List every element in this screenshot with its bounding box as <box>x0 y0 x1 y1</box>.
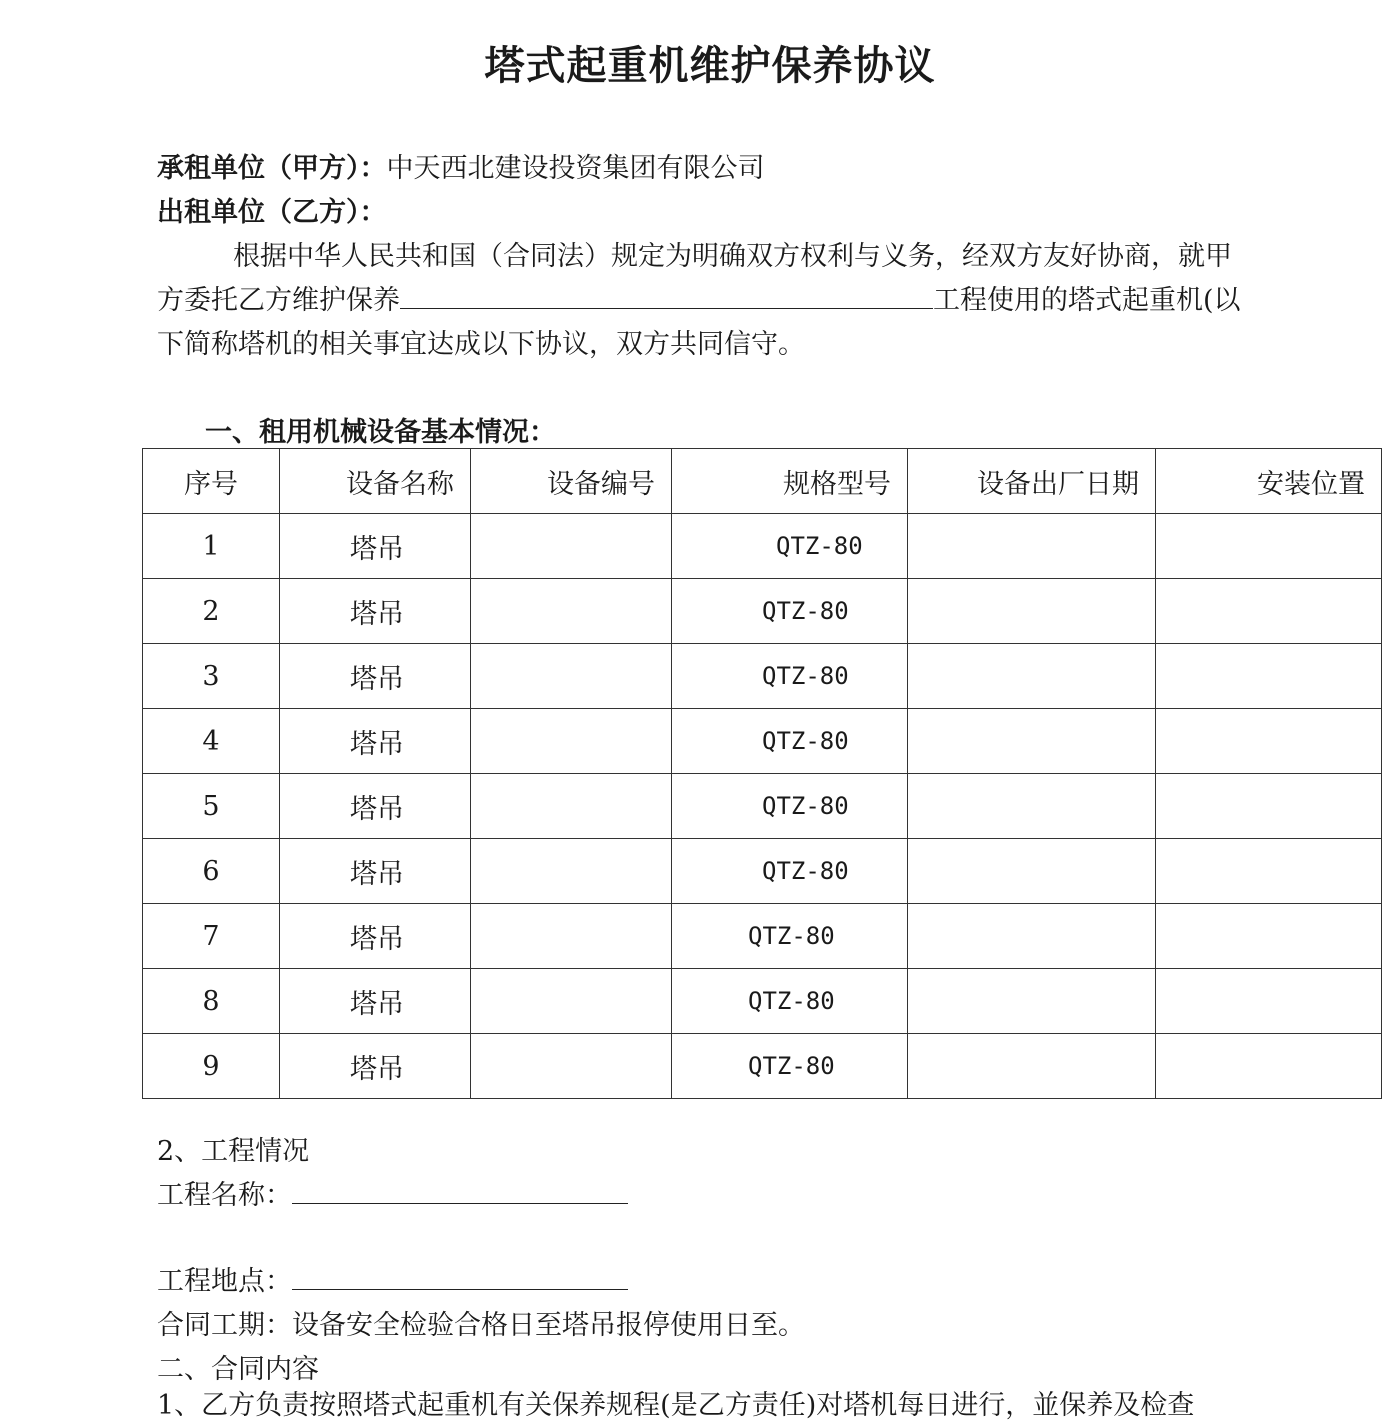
cell-model: QTZ-80 <box>672 709 908 774</box>
cell-location <box>1156 514 1382 579</box>
cell-name: 塔吊 <box>280 1034 471 1099</box>
cell-date <box>908 1034 1156 1099</box>
cell-model: QTZ-80 <box>672 579 908 644</box>
intro-line-1: 根据中华人民共和国（合同法）规定为明确双方权利与义务，经双方友好协商，就甲 <box>233 241 1232 272</box>
cell-date <box>908 579 1156 644</box>
cell-name: 塔吊 <box>280 904 471 969</box>
cell-name: 塔吊 <box>280 579 471 644</box>
cell-date <box>908 514 1156 579</box>
cell-location <box>1156 579 1382 644</box>
cell-location <box>1156 969 1382 1034</box>
cell-name: 塔吊 <box>280 969 471 1034</box>
header-code: 设备编号 <box>471 449 672 514</box>
cell-name: 塔吊 <box>280 774 471 839</box>
project-name-label: 工程名称： <box>157 1180 292 1211</box>
table-row <box>143 709 1382 774</box>
cell-date <box>908 904 1156 969</box>
section1-heading: 一、租用机械设备基本情况： <box>205 417 556 448</box>
cell-index: 5 <box>143 774 280 839</box>
cell-code <box>471 644 672 709</box>
party-a-label: 承租单位（甲方）： <box>157 153 387 184</box>
cell-index: 3 <box>143 644 280 709</box>
party-a-line <box>157 146 765 185</box>
table-row <box>143 514 1382 579</box>
document-title: 塔式起重机维护保养协议 <box>484 42 936 89</box>
cell-index: 1 <box>143 514 280 579</box>
cell-name: 塔吊 <box>280 514 471 579</box>
project-location-line <box>157 1259 628 1298</box>
cell-code <box>471 709 672 774</box>
cell-date <box>908 969 1156 1034</box>
cell-location <box>1156 774 1382 839</box>
cell-model: QTZ-80 <box>672 839 908 904</box>
cell-name: 塔吊 <box>280 709 471 774</box>
section3-heading: 二、合同内容 <box>157 1354 319 1385</box>
intro-line-2 <box>157 278 1241 317</box>
project-name-blank[interactable] <box>292 1177 628 1204</box>
cell-model: QTZ-80 <box>672 774 908 839</box>
intro-line-2-before: 方委托乙方维护保养 <box>157 285 400 316</box>
table-row <box>143 644 1382 709</box>
section2-heading: 2、工程情况 <box>157 1136 310 1167</box>
cell-date <box>908 774 1156 839</box>
cell-index: 8 <box>143 969 280 1034</box>
header-model: 规格型号 <box>672 449 908 514</box>
cell-code <box>471 1034 672 1099</box>
cell-name: 塔吊 <box>280 839 471 904</box>
table-row <box>143 969 1382 1034</box>
project-name-line <box>157 1173 628 1212</box>
cell-code <box>471 514 672 579</box>
cell-model: QTZ-80 <box>672 904 908 969</box>
cell-code <box>471 774 672 839</box>
project-location-label: 工程地点： <box>157 1266 292 1297</box>
cell-model: QTZ-80 <box>672 1034 908 1099</box>
contract-period: 合同工期：设备安全检验合格日至塔吊报停使用日至。 <box>157 1310 805 1341</box>
cell-model: QTZ-80 <box>672 644 908 709</box>
cell-model: QTZ-80 <box>672 514 908 579</box>
party-b-label: 出租单位（乙方）： <box>157 197 387 228</box>
cell-code <box>471 579 672 644</box>
cell-date <box>908 644 1156 709</box>
table-row <box>143 904 1382 969</box>
table-row <box>143 1034 1382 1099</box>
party-a-value: 中天西北建设投资集团有限公司 <box>386 153 765 184</box>
project-location-blank[interactable] <box>292 1263 628 1290</box>
cell-name: 塔吊 <box>280 644 471 709</box>
cell-code <box>471 839 672 904</box>
intro-line-3: 下简称塔机的相关事宜达成以下协议，双方共同信守。 <box>157 329 805 360</box>
cell-index: 9 <box>143 1034 280 1099</box>
cell-index: 6 <box>143 839 280 904</box>
cell-index: 2 <box>143 579 280 644</box>
intro-line-2-after: 工程使用的塔式起重机(以 <box>933 285 1241 316</box>
cell-index: 4 <box>143 709 280 774</box>
header-index: 序号 <box>143 449 280 514</box>
header-date: 设备出厂日期 <box>908 449 1156 514</box>
cell-location <box>1156 644 1382 709</box>
cell-location <box>1156 709 1382 774</box>
clause-1-partial: 1、乙方负责按照塔式起重机有关保养规程(是乙方责任)对塔机每日进行，並保养及检查 <box>157 1390 1195 1421</box>
cell-code <box>471 904 672 969</box>
table-row <box>143 774 1382 839</box>
cell-date <box>908 709 1156 774</box>
cell-code <box>471 969 672 1034</box>
cell-location <box>1156 904 1382 969</box>
cell-location <box>1156 1034 1382 1099</box>
cell-model: QTZ-80 <box>672 969 908 1034</box>
table-row <box>143 839 1382 904</box>
header-location: 安装位置 <box>1156 449 1382 514</box>
table-header-row <box>143 449 1382 514</box>
cell-date <box>908 839 1156 904</box>
cell-location <box>1156 839 1382 904</box>
equipment-table <box>142 448 1382 1099</box>
table-row <box>143 579 1382 644</box>
header-name: 设备名称 <box>280 449 471 514</box>
project-blank[interactable] <box>400 282 933 309</box>
cell-index: 7 <box>143 904 280 969</box>
